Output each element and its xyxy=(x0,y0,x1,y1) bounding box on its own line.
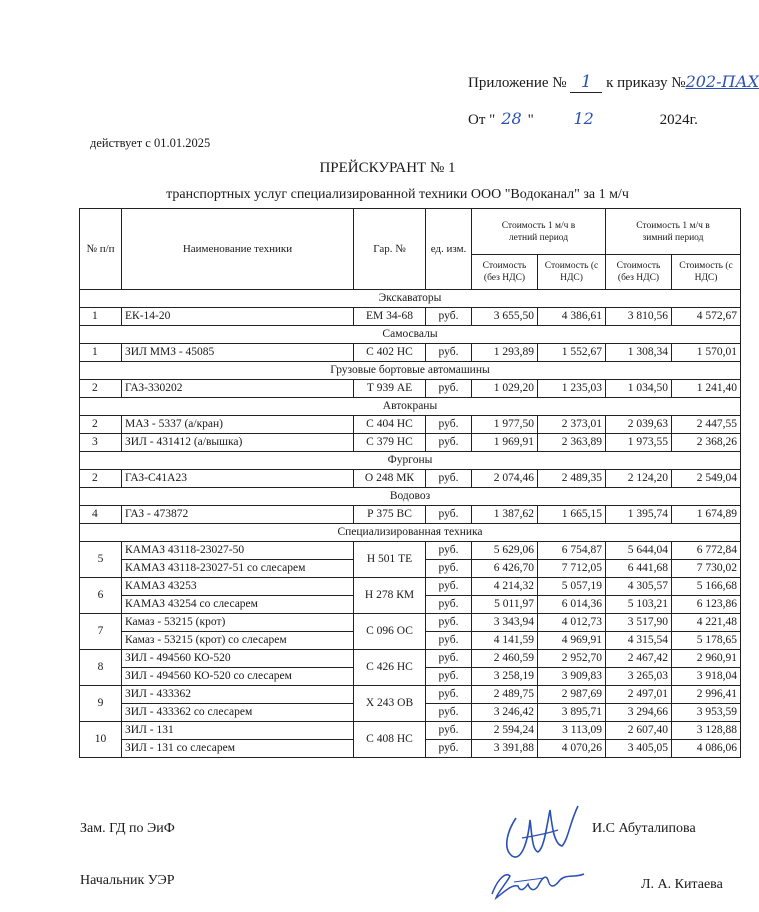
winter-price-vat: 4 572,67 xyxy=(672,308,741,326)
winter-price-no-vat: 4 305,57 xyxy=(606,578,672,596)
winter-price-vat: 4 221,48 xyxy=(672,614,741,632)
col-gar-header: Гар. № xyxy=(354,209,426,290)
winter-price-vat: 2 549,04 xyxy=(672,470,741,488)
summer-price-vat: 2 987,69 xyxy=(538,686,606,704)
row-number: 7 xyxy=(80,614,122,650)
winter-price-no-vat: 2 039,63 xyxy=(606,416,672,434)
signer2-role: Начальник УЭР xyxy=(80,873,175,888)
table-row xyxy=(80,506,741,524)
garage-number: О 248 МК xyxy=(354,470,426,488)
appendix-prefix: Приложение № xyxy=(468,75,567,91)
unit: руб. xyxy=(426,416,472,434)
vehicle-name: ГАЗ-С41А23 xyxy=(122,470,354,488)
summer-price-vat: 2 363,89 xyxy=(538,434,606,452)
garage-number: Т 939 АЕ xyxy=(354,380,426,398)
row-number: 4 xyxy=(80,506,122,524)
signer1-role: Зам. ГД по ЭиФ xyxy=(80,821,175,836)
garage-number: С 379 НС xyxy=(354,434,426,452)
summer-price-no-vat: 2 594,24 xyxy=(472,722,538,740)
signature-2 xyxy=(484,864,594,904)
winter-price-no-vat: 2 497,01 xyxy=(606,686,672,704)
winter-price-no-vat: 1 308,34 xyxy=(606,344,672,362)
effective-date: действует с 01.01.2025 xyxy=(90,136,211,150)
section-title: Самосвалы xyxy=(80,326,741,344)
row-number: 2 xyxy=(80,380,122,398)
vehicle-name: ЗИЛ - 131 xyxy=(122,722,354,740)
winter-price-no-vat: 5 644,04 xyxy=(606,542,672,560)
col-unit-header: ед. изм. xyxy=(426,209,472,290)
col-num-header: № п/п xyxy=(80,209,122,290)
section-title: Экскаваторы xyxy=(80,290,741,308)
summer-price-no-vat: 3 391,88 xyxy=(472,740,538,758)
section-row xyxy=(80,452,741,470)
section-row xyxy=(80,362,741,380)
summer-price-vat: 2 373,01 xyxy=(538,416,606,434)
signature-1 xyxy=(488,800,588,870)
vehicle-name: ГАЗ - 473872 xyxy=(122,506,354,524)
appendix-line xyxy=(468,72,759,93)
summer-price-vat: 4 969,91 xyxy=(538,632,606,650)
table-row xyxy=(80,614,741,632)
vehicle-name: КАМАЗ 43254 со слесарем xyxy=(122,596,354,614)
table-row xyxy=(80,722,741,740)
vehicle-name: ЕК-14-20 xyxy=(122,308,354,326)
table-row xyxy=(80,308,741,326)
date-quote: " xyxy=(527,112,534,128)
summer-price-no-vat: 1 977,50 xyxy=(472,416,538,434)
section-title: Водовоз xyxy=(80,488,741,506)
summer-price-vat: 3 895,71 xyxy=(538,704,606,722)
winter-price-vat: 2 996,41 xyxy=(672,686,741,704)
vehicle-name: ЗИЛ - 433362 xyxy=(122,686,354,704)
winter-price-vat: 1 674,89 xyxy=(672,506,741,524)
vehicle-name: ГАЗ-330202 xyxy=(122,380,354,398)
unit: руб. xyxy=(426,614,472,632)
row-number: 9 xyxy=(80,686,122,722)
unit: руб. xyxy=(426,740,472,758)
date-line xyxy=(468,109,698,129)
section-title: Автокраны xyxy=(80,398,741,416)
summer-price-no-vat: 3 246,42 xyxy=(472,704,538,722)
summer-price-vat: 7 712,05 xyxy=(538,560,606,578)
vehicle-name: ЗИЛ - 431412 (а/вышка) xyxy=(122,434,354,452)
section-row xyxy=(80,524,741,542)
winter-vat-header: Стоимость (с НДС) xyxy=(672,255,741,290)
summer-price-vat: 2 489,35 xyxy=(538,470,606,488)
unit: руб. xyxy=(426,380,472,398)
winter-price-no-vat: 2 124,20 xyxy=(606,470,672,488)
summer-price-no-vat: 3 258,19 xyxy=(472,668,538,686)
signer2-name: Л. А. Китаева xyxy=(641,877,723,892)
price-table xyxy=(79,208,741,758)
section-row xyxy=(80,398,741,416)
summer-price-no-vat: 4 214,32 xyxy=(472,578,538,596)
summer-price-vat: 1 552,67 xyxy=(538,344,606,362)
summer-price-vat: 5 057,19 xyxy=(538,578,606,596)
summer-price-no-vat: 1 387,62 xyxy=(472,506,538,524)
row-number: 8 xyxy=(80,650,122,686)
section-title: Грузовые бортовые автомашины xyxy=(80,362,741,380)
summer-price-no-vat: 5 629,06 xyxy=(472,542,538,560)
signer1-name: И.С Абуталипова xyxy=(592,821,696,836)
garage-number: С 096 ОС xyxy=(354,614,426,650)
summer-price-no-vat: 1 969,91 xyxy=(472,434,538,452)
table-row xyxy=(80,344,741,362)
garage-number: Х 243 ОВ xyxy=(354,686,426,722)
winter-price-no-vat: 1 034,50 xyxy=(606,380,672,398)
unit: руб. xyxy=(426,434,472,452)
winter-price-vat: 4 086,06 xyxy=(672,740,741,758)
winter-price-vat: 1 241,40 xyxy=(672,380,741,398)
summer-price-vat: 1 235,03 xyxy=(538,380,606,398)
price-table-body xyxy=(80,290,741,758)
document-subtitle: транспортных услуг специализированной техники ООО "Водоканал" за 1 м/ч xyxy=(166,187,629,202)
summer-price-no-vat: 1 293,89 xyxy=(472,344,538,362)
summer-price-vat: 4 386,61 xyxy=(538,308,606,326)
row-number: 2 xyxy=(80,470,122,488)
unit: руб. xyxy=(426,470,472,488)
garage-number: Н 278 КМ xyxy=(354,578,426,614)
summer-price-no-vat: 2 489,75 xyxy=(472,686,538,704)
row-number: 10 xyxy=(80,722,122,758)
summer-price-no-vat: 2 460,59 xyxy=(472,650,538,668)
unit: руб. xyxy=(426,308,472,326)
unit: руб. xyxy=(426,632,472,650)
summer-price-no-vat: 5 011,97 xyxy=(472,596,538,614)
winter-price-vat: 6 772,84 xyxy=(672,542,741,560)
table-row xyxy=(80,686,741,704)
winter-price-vat: 7 730,02 xyxy=(672,560,741,578)
date-month: 12 xyxy=(573,109,594,128)
order-prefix: к приказу № xyxy=(606,75,686,91)
table-row xyxy=(80,380,741,398)
winter-price-vat: 5 166,68 xyxy=(672,578,741,596)
row-number: 6 xyxy=(80,578,122,614)
winter-price-no-vat: 1 395,74 xyxy=(606,506,672,524)
table-row xyxy=(80,434,741,452)
summer-price-vat: 6 754,87 xyxy=(538,542,606,560)
vehicle-name: ЗИЛ - 131 со слесарем xyxy=(122,740,354,758)
section-title: Специализированная техника xyxy=(80,524,741,542)
summer-price-no-vat: 6 426,70 xyxy=(472,560,538,578)
vehicle-name: ЗИЛ ММЗ - 45085 xyxy=(122,344,354,362)
unit: руб. xyxy=(426,704,472,722)
garage-number: Н 501 ТЕ xyxy=(354,542,426,578)
appendix-number: 1 xyxy=(580,72,592,92)
table-row xyxy=(80,578,741,596)
garage-number: Р 375 ВС xyxy=(354,506,426,524)
vehicle-name: Камаз - 53215 (крот) со слесарем xyxy=(122,632,354,650)
date-year: 2024г. xyxy=(659,112,698,128)
order-number: 202-ПАХ xyxy=(685,72,759,91)
unit: руб. xyxy=(426,722,472,740)
winter-price-no-vat: 2 467,42 xyxy=(606,650,672,668)
unit: руб. xyxy=(426,668,472,686)
unit: руб. xyxy=(426,542,472,560)
unit: руб. xyxy=(426,578,472,596)
section-row xyxy=(80,326,741,344)
table-row xyxy=(80,416,741,434)
winter-price-vat: 1 570,01 xyxy=(672,344,741,362)
winter-price-no-vat: 1 973,55 xyxy=(606,434,672,452)
winter-price-no-vat: 3 517,90 xyxy=(606,614,672,632)
winter-no-vat-header: Стоимость (без НДС) xyxy=(606,255,672,290)
winter-price-no-vat: 3 294,66 xyxy=(606,704,672,722)
section-row xyxy=(80,290,741,308)
winter-price-no-vat: 3 265,03 xyxy=(606,668,672,686)
garage-number: С 402 НС xyxy=(354,344,426,362)
garage-number: ЕМ 34-68 xyxy=(354,308,426,326)
winter-price-no-vat: 2 607,40 xyxy=(606,722,672,740)
unit: руб. xyxy=(426,560,472,578)
summer-price-vat: 3 909,83 xyxy=(538,668,606,686)
winter-price-vat: 2 447,55 xyxy=(672,416,741,434)
row-number: 3 xyxy=(80,434,122,452)
winter-price-no-vat: 6 441,68 xyxy=(606,560,672,578)
unit: руб. xyxy=(426,650,472,668)
section-title: Фургоны xyxy=(80,452,741,470)
winter-price-vat: 6 123,86 xyxy=(672,596,741,614)
summer-price-vat: 3 113,09 xyxy=(538,722,606,740)
vehicle-name: ЗИЛ - 494560 КО-520 со слесарем xyxy=(122,668,354,686)
summer-vat-header: Стоимость (с НДС) xyxy=(538,255,606,290)
vehicle-name: КАМАЗ 43118-23027-50 xyxy=(122,542,354,560)
document-title: ПРЕЙСКУРАНТ № 1 xyxy=(319,160,456,176)
vehicle-name: КАМАЗ 43253 xyxy=(122,578,354,596)
date-from-prefix: От " xyxy=(468,112,496,128)
winter-price-vat: 3 953,59 xyxy=(672,704,741,722)
winter-price-vat: 3 918,04 xyxy=(672,668,741,686)
unit: руб. xyxy=(426,686,472,704)
vehicle-name: Камаз - 53215 (крот) xyxy=(122,614,354,632)
row-number: 1 xyxy=(80,344,122,362)
summer-header: Стоимость 1 м/ч в летний период xyxy=(472,209,606,255)
row-number: 2 xyxy=(80,416,122,434)
vehicle-name: ЗИЛ - 433362 со слесарем xyxy=(122,704,354,722)
summer-no-vat-header: Стоимость (без НДС) xyxy=(472,255,538,290)
summer-price-no-vat: 3 655,50 xyxy=(472,308,538,326)
table-row xyxy=(80,650,741,668)
table-row xyxy=(80,542,741,560)
date-day: 28 xyxy=(501,109,522,128)
garage-number: С 408 НС xyxy=(354,722,426,758)
summer-price-no-vat: 2 074,46 xyxy=(472,470,538,488)
winter-header: Стоимость 1 м/ч в зимний период xyxy=(606,209,741,255)
row-number: 1 xyxy=(80,308,122,326)
table-row xyxy=(80,470,741,488)
unit: руб. xyxy=(426,506,472,524)
summer-price-vat: 4 070,26 xyxy=(538,740,606,758)
summer-price-vat: 4 012,73 xyxy=(538,614,606,632)
row-number: 5 xyxy=(80,542,122,578)
summer-price-no-vat: 1 029,20 xyxy=(472,380,538,398)
winter-price-no-vat: 3 810,56 xyxy=(606,308,672,326)
winter-price-no-vat: 3 405,05 xyxy=(606,740,672,758)
winter-price-no-vat: 5 103,21 xyxy=(606,596,672,614)
summer-price-vat: 6 014,36 xyxy=(538,596,606,614)
vehicle-name: КАМАЗ 43118-23027-51 со слесарем xyxy=(122,560,354,578)
section-row xyxy=(80,488,741,506)
winter-price-vat: 3 128,88 xyxy=(672,722,741,740)
vehicle-name: МАЗ - 5337 (а/кран) xyxy=(122,416,354,434)
garage-number: С 404 НС xyxy=(354,416,426,434)
unit: руб. xyxy=(426,344,472,362)
summer-price-vat: 2 952,70 xyxy=(538,650,606,668)
winter-price-vat: 2 960,91 xyxy=(672,650,741,668)
winter-price-no-vat: 4 315,54 xyxy=(606,632,672,650)
winter-price-vat: 2 368,26 xyxy=(672,434,741,452)
summer-price-no-vat: 3 343,94 xyxy=(472,614,538,632)
summer-price-no-vat: 4 141,59 xyxy=(472,632,538,650)
col-name-header: Наименование техники xyxy=(122,209,354,290)
winter-price-vat: 5 178,65 xyxy=(672,632,741,650)
garage-number: С 426 НС xyxy=(354,650,426,686)
vehicle-name: ЗИЛ - 494560 КО-520 xyxy=(122,650,354,668)
summer-price-vat: 1 665,15 xyxy=(538,506,606,524)
unit: руб. xyxy=(426,596,472,614)
